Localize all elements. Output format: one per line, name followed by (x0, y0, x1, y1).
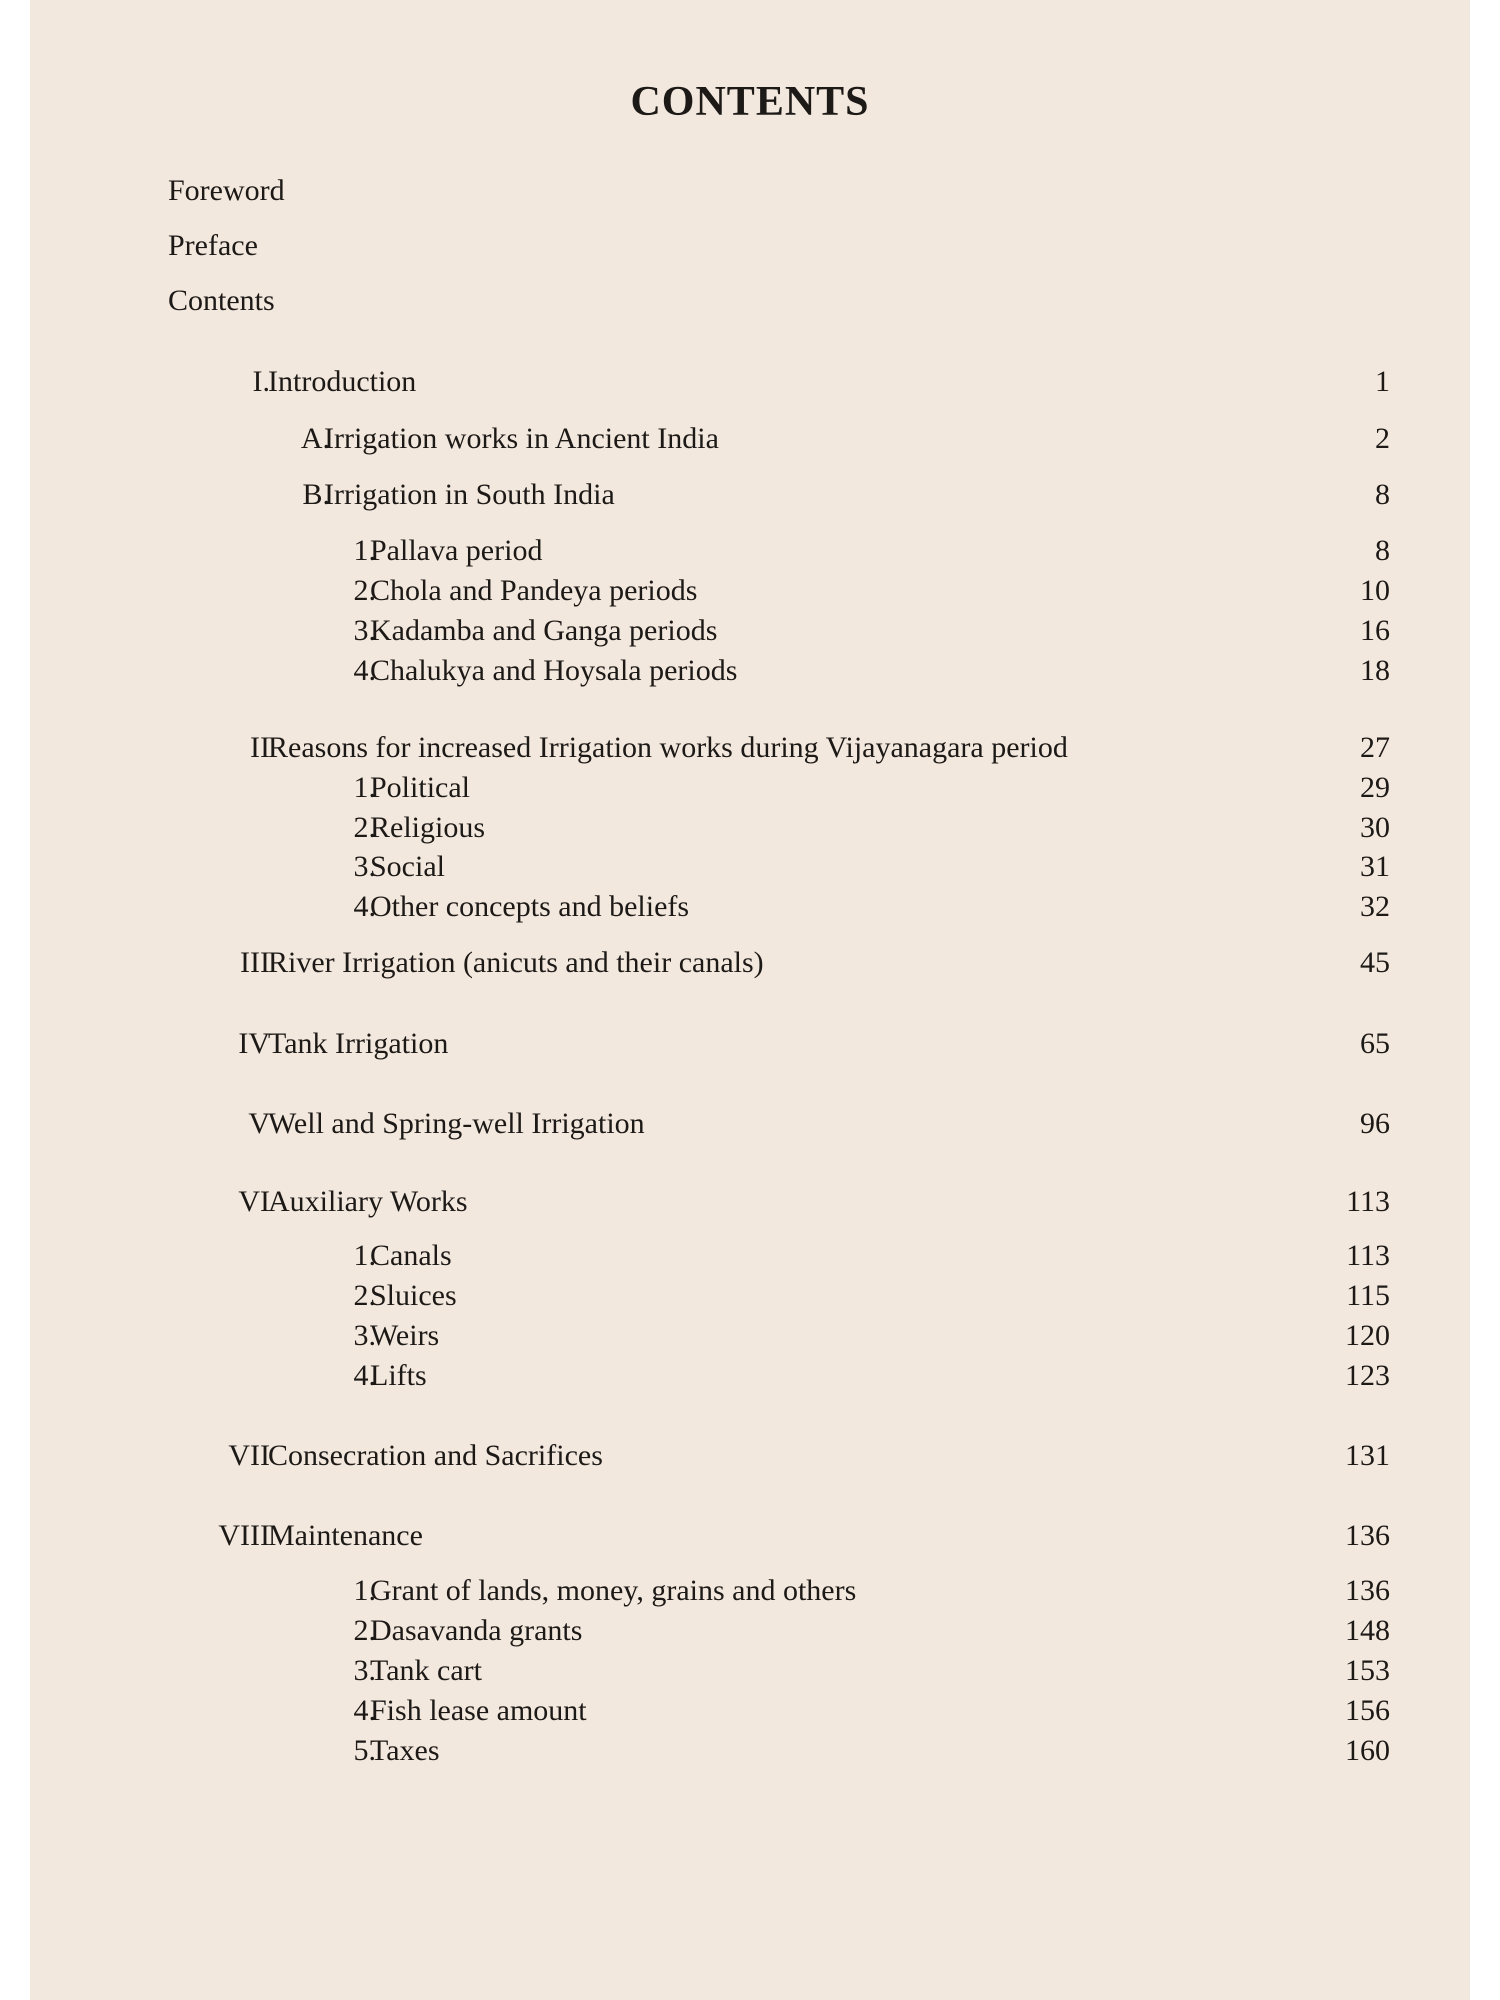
toc-number: II (250, 731, 270, 764)
toc-number: IV (238, 1027, 270, 1060)
toc-title: Sluices (370, 1279, 457, 1312)
toc-title: Dasavanda grants (370, 1614, 583, 1647)
toc-entry-chapter (30, 363, 1470, 401)
toc-page: 136 (1345, 1519, 1390, 1552)
toc-number: VI (238, 1185, 270, 1218)
toc-title: Irrigation in South India (324, 478, 615, 511)
toc-page: 123 (1345, 1359, 1390, 1392)
toc-page: 2 (1375, 422, 1390, 455)
toc-number: 5. (353, 1734, 376, 1767)
toc-page: 120 (1345, 1319, 1390, 1352)
toc-title: Tank cart (370, 1654, 483, 1687)
toc-title: Political (370, 771, 470, 804)
toc-number: 2. (353, 1614, 376, 1647)
toc-entry-chapter (30, 944, 1470, 982)
toc-page: 16 (1360, 614, 1390, 647)
toc-page: 1 (1375, 365, 1390, 398)
toc-number: 2. (353, 1279, 376, 1312)
toc-entry-subsection (30, 1732, 1470, 1770)
toc-entry-subsection (30, 1692, 1470, 1730)
toc-number: B. (302, 478, 330, 511)
toc-number: 1. (353, 1239, 376, 1272)
toc-page: 113 (1346, 1239, 1390, 1272)
toc-page: 156 (1345, 1694, 1390, 1727)
toc-number: 2. (353, 574, 376, 607)
toc-entry-subsection (30, 652, 1470, 690)
front-matter-foreword: Foreword (168, 174, 285, 207)
toc-page: 31 (1360, 850, 1390, 883)
toc-entry-chapter (30, 729, 1470, 767)
toc-title: Taxes (370, 1734, 440, 1767)
toc-entry-subsection (30, 1652, 1470, 1690)
toc-number: V (248, 1107, 270, 1140)
toc-page: 160 (1345, 1734, 1390, 1767)
toc-entry-subsection (30, 1357, 1470, 1395)
toc-number: A. (300, 422, 330, 455)
toc-title: Consecration and Sacrifices (268, 1439, 603, 1472)
toc-page: 136 (1345, 1574, 1390, 1607)
toc-number: 2. (353, 811, 376, 844)
toc-page: 18 (1360, 654, 1390, 687)
toc-number: 3. (353, 1319, 376, 1352)
toc-entry-subsection (30, 1572, 1470, 1610)
toc-page: 113 (1346, 1185, 1390, 1218)
toc-title: Introduction (268, 365, 417, 398)
toc-page: 8 (1375, 534, 1390, 567)
toc-title: Weirs (370, 1319, 440, 1352)
toc-number: 1. (353, 534, 376, 567)
toc-page: 8 (1375, 478, 1390, 511)
toc-page: 153 (1345, 1654, 1390, 1687)
toc-number: 4. (353, 1359, 376, 1392)
toc-title: Canals (370, 1239, 452, 1272)
toc-entry-subsection (30, 572, 1470, 610)
toc-number: 1. (353, 1574, 376, 1607)
toc-title: River Irrigation (anicuts and their canals) (268, 946, 764, 979)
toc-entry-subsection (30, 769, 1470, 807)
toc-number: VIII (218, 1519, 270, 1552)
toc-page: 131 (1345, 1439, 1390, 1472)
toc-number: 4. (353, 890, 376, 923)
toc-title: Maintenance (268, 1519, 423, 1552)
toc-page: 29 (1360, 771, 1390, 804)
toc-number: 3. (353, 614, 376, 647)
toc-number: 4. (353, 654, 376, 687)
toc-number: 3. (353, 1654, 376, 1687)
front-matter-contents: Contents (168, 284, 275, 317)
toc-entry-chapter (30, 1105, 1470, 1143)
toc-entry-subsection (30, 848, 1470, 886)
toc-entry-subsection (30, 1317, 1470, 1355)
toc-number: VII (228, 1439, 270, 1472)
toc-title: Social (370, 850, 445, 883)
toc-entry-subsection (30, 1237, 1470, 1275)
toc-page: 115 (1346, 1279, 1390, 1312)
toc-entry-chapter (30, 1517, 1470, 1555)
toc-entry-subsection (30, 888, 1470, 926)
toc-page: 65 (1360, 1027, 1390, 1060)
front-matter-preface: Preface (168, 229, 258, 262)
toc-title: Auxiliary Works (268, 1185, 468, 1218)
toc-entry-subsection (30, 612, 1470, 650)
toc-entry-chapter (30, 1025, 1470, 1063)
toc-entry-section (30, 476, 1470, 514)
toc-entry-subsection (30, 532, 1470, 570)
toc-number: I. (252, 365, 270, 398)
toc-page: 30 (1360, 811, 1390, 844)
toc-entry-subsection (30, 1277, 1470, 1315)
toc-page: 27 (1360, 731, 1390, 764)
toc-entry-subsection (30, 1612, 1470, 1650)
toc-title: Chalukya and Hoysala periods (370, 654, 738, 687)
toc-entry-chapter (30, 1183, 1470, 1221)
toc-number: 4. (353, 1694, 376, 1727)
toc-title: Irrigation works in Ancient India (324, 422, 719, 455)
book-page (30, 0, 1470, 2000)
toc-entry-chapter (30, 1437, 1470, 1475)
toc-title: Lifts (370, 1359, 427, 1392)
toc-page: 45 (1360, 946, 1390, 979)
toc-title: Fish lease amount (370, 1694, 587, 1727)
toc-number: 1. (353, 771, 376, 804)
toc-page: 10 (1360, 574, 1390, 607)
toc-title: Chola and Pandeya periods (370, 574, 698, 607)
toc-title: Other concepts and beliefs (370, 890, 690, 923)
toc-entry-subsection (30, 809, 1470, 847)
toc-title: Religious (370, 811, 486, 844)
toc-title: Well and Spring-well Irrigation (268, 1107, 645, 1140)
toc-title: Kadamba and Ganga periods (370, 614, 718, 647)
page-title: CONTENTS (630, 79, 870, 125)
toc-page: 148 (1345, 1614, 1390, 1647)
toc-entry-section (30, 420, 1470, 458)
toc-title: Tank Irrigation (268, 1027, 449, 1060)
toc-page: 96 (1360, 1107, 1390, 1140)
toc-page: 32 (1360, 890, 1390, 923)
toc-title: Grant of lands, money, grains and others (370, 1574, 857, 1607)
toc-number: III (240, 946, 270, 979)
toc-title: Reasons for increased Irrigation works during Vijayanagara period (268, 731, 1068, 764)
toc-number: 3. (353, 850, 376, 883)
toc-title: Pallava period (370, 534, 543, 567)
